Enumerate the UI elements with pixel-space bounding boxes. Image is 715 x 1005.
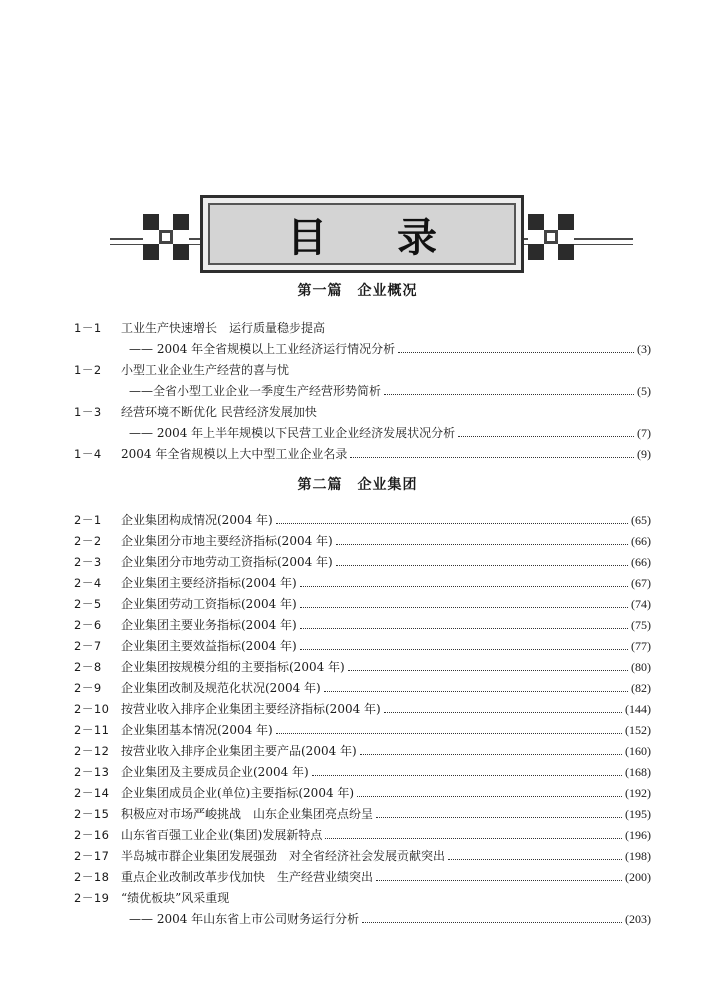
leader-dots	[300, 627, 628, 629]
toc-entry[interactable]	[0, 318, 715, 338]
toc-entry[interactable]	[0, 825, 715, 845]
toc-entry-title: 半岛城市群企业集团发展强劲 对全省经济社会发展贡献突出	[121, 849, 446, 863]
toc-entry-page: (198)	[625, 849, 651, 863]
toc-entry-subtitle-row[interactable]	[0, 339, 715, 359]
leader-dots	[276, 522, 628, 524]
toc-entry-page: (5)	[637, 384, 651, 398]
toc-entry-page: (74)	[631, 597, 651, 611]
toc-entry-page: (80)	[631, 660, 651, 674]
leader-dots	[362, 921, 622, 923]
toc-entry-page: (77)	[631, 639, 651, 653]
toc-entry-number: 1－1	[74, 321, 102, 335]
toc-entry-page: (66)	[631, 534, 651, 548]
leader-dots	[384, 393, 634, 395]
leader-dots	[448, 858, 622, 860]
toc-entry-number: 2－13	[74, 765, 110, 779]
toc-entry-number: 1－3	[74, 405, 102, 419]
toc-entry-title: 企业集团改制及规范化状况(2004 年)	[121, 681, 321, 695]
toc-entry-title: 经营环境不断优化 民营经济发展加快	[121, 405, 317, 419]
toc-entry[interactable]	[0, 867, 715, 887]
leader-dots	[300, 648, 628, 650]
toc-entry-title: “绩优板块”风采重现	[121, 891, 230, 905]
leader-dots	[325, 837, 622, 839]
toc-entry-number: 2－9	[74, 681, 102, 695]
leader-dots	[350, 456, 634, 458]
title-banner	[200, 195, 524, 273]
toc-entry[interactable]	[0, 657, 715, 677]
toc-entry-number: 2－11	[74, 723, 110, 737]
toc-entry-title: 山东省百强工业企业(集团)发展新特点	[121, 828, 323, 842]
toc-entry-number: 2－2	[74, 534, 102, 548]
toc-entry-number: 1－4	[74, 447, 102, 461]
toc-header	[0, 0, 715, 300]
leader-dots	[348, 669, 628, 671]
toc-entry-number: 1－2	[74, 363, 102, 377]
toc-entry[interactable]	[0, 678, 715, 698]
toc-entry-title: 企业集团主要业务指标(2004 年)	[121, 618, 297, 632]
leader-dots	[300, 606, 628, 608]
toc-entry[interactable]	[0, 615, 715, 635]
toc-entry[interactable]	[0, 402, 715, 422]
toc-entry[interactable]	[0, 594, 715, 614]
leader-dots	[336, 564, 628, 566]
leader-dots	[458, 435, 634, 437]
toc-entry-number: 2－12	[74, 744, 110, 758]
leader-dots	[360, 753, 622, 755]
toc-entry[interactable]	[0, 888, 715, 908]
toc-entry-number: 2－6	[74, 618, 102, 632]
toc-entry-page: (82)	[631, 681, 651, 695]
toc-entry-title: 小型工业企业生产经营的喜与忧	[121, 363, 290, 377]
part1-heading: 第一篇 企业概况	[297, 283, 418, 299]
toc-entry[interactable]	[0, 531, 715, 551]
toc-entry-title: 积极应对市场严峻挑战 山东企业集团亮点纷呈	[121, 807, 374, 821]
leader-dots	[324, 690, 628, 692]
leader-dots	[376, 879, 622, 881]
toc-entry[interactable]	[0, 846, 715, 866]
toc-entry[interactable]	[0, 804, 715, 824]
toc-entry-number: 2－15	[74, 807, 110, 821]
toc-entry-title: 2004 年全省规模以上大中型工业企业名录	[121, 447, 348, 461]
leader-dots	[357, 795, 622, 797]
toc-entry-page: (7)	[637, 426, 651, 440]
toc-entry-number: 2－1	[74, 513, 102, 527]
toc-entry-page: (144)	[625, 702, 651, 716]
toc-entry[interactable]	[0, 573, 715, 593]
toc-entry-subtitle: —— 2004 年全省规模以上工业经济运行情况分析	[129, 342, 396, 356]
toc-entry-page: (65)	[631, 513, 651, 527]
toc-entry-page: (66)	[631, 555, 651, 569]
toc-entry[interactable]	[0, 720, 715, 740]
toc-entry-page: (3)	[637, 342, 651, 356]
toc-entry-number: 2－17	[74, 849, 110, 863]
toc-entry-title: 企业集团及主要成员企业(2004 年)	[121, 765, 309, 779]
toc-entry-title: 企业集团基本情况(2004 年)	[121, 723, 273, 737]
toc-entry-page: (200)	[625, 870, 651, 884]
ornament-left-icon	[143, 214, 189, 260]
toc-entry[interactable]	[0, 783, 715, 803]
toc-entry-title: 企业集团主要经济指标(2004 年)	[121, 576, 297, 590]
toc-entry-title: 按营业收入排序企业集团主要产品(2004 年)	[121, 744, 357, 758]
toc-entry-page: (195)	[625, 807, 651, 821]
leader-dots	[276, 732, 622, 734]
toc-entry[interactable]	[0, 636, 715, 656]
toc-entry-page: (196)	[625, 828, 651, 842]
toc-entry-page: (152)	[625, 723, 651, 737]
toc-entry-number: 2－5	[74, 597, 102, 611]
toc-entry-page: (75)	[631, 618, 651, 632]
leader-dots	[300, 585, 628, 587]
toc-entry-subtitle-row[interactable]	[0, 909, 715, 929]
toc-entry-number: 2－10	[74, 702, 110, 716]
toc-entry-page: (67)	[631, 576, 651, 590]
leader-dots	[336, 543, 628, 545]
toc-entry-number: 2－14	[74, 786, 110, 800]
toc-entry-title: 重点企业改制改革步伐加快 生产经营业绩突出	[121, 870, 374, 884]
toc-entry-number: 2－8	[74, 660, 102, 674]
toc-entry-number: 2－19	[74, 891, 110, 905]
toc-entry[interactable]	[0, 552, 715, 572]
toc-entry-number: 2－16	[74, 828, 110, 842]
toc-entry[interactable]	[0, 360, 715, 380]
toc-entry-title: 企业集团分市地主要经济指标(2004 年)	[121, 534, 333, 548]
toc-entry-subtitle-row[interactable]	[0, 423, 715, 443]
toc-entry-page: (192)	[625, 786, 651, 800]
toc-entry-page: (160)	[625, 744, 651, 758]
toc-entry[interactable]	[0, 444, 715, 464]
toc-entry-page: (168)	[625, 765, 651, 779]
toc-entry-subtitle: —— 2004 年上半年规模以下民营工业企业经济发展状况分析	[129, 426, 456, 440]
part2-heading: 第二篇 企业集团	[297, 477, 418, 493]
toc-entry[interactable]	[0, 699, 715, 719]
toc-entry-title: 企业集团分市地劳动工资指标(2004 年)	[121, 555, 333, 569]
toc-entry-subtitle: —— 2004 年山东省上市公司财务运行分析	[129, 912, 360, 926]
toc-entry-title: 企业集团主要效益指标(2004 年)	[121, 639, 297, 653]
toc-entry-title: 企业集团按规模分组的主要指标(2004 年)	[121, 660, 345, 674]
leader-dots	[312, 774, 622, 776]
toc-entry-number: 2－3	[74, 555, 102, 569]
leader-dots	[398, 351, 634, 353]
page-title: 目 录	[287, 214, 465, 261]
toc-entry-title: 按营业收入排序企业集团主要经济指标(2004 年)	[121, 702, 381, 716]
toc-entry-page: (9)	[637, 447, 651, 461]
toc-entry-number: 2－4	[74, 576, 102, 590]
toc-entry-number: 2－18	[74, 870, 110, 884]
toc-entry[interactable]	[0, 510, 715, 530]
toc-entry-title: 工业生产快速增长 运行质量稳步提高	[121, 321, 326, 335]
ornament-right-icon	[528, 214, 574, 260]
toc-entry-page: (203)	[625, 912, 651, 926]
toc-entry-subtitle-row[interactable]	[0, 381, 715, 401]
toc-entry[interactable]	[0, 741, 715, 761]
toc-entry[interactable]	[0, 762, 715, 782]
toc-entry-title: 企业集团构成情况(2004 年)	[121, 513, 273, 527]
leader-dots	[384, 711, 622, 713]
toc-entry-title: 企业集团劳动工资指标(2004 年)	[121, 597, 297, 611]
toc-entry-number: 2－7	[74, 639, 102, 653]
leader-dots	[376, 816, 622, 818]
toc-entry-title: 企业集团成员企业(单位)主要指标(2004 年)	[121, 786, 355, 800]
toc-entry-subtitle: ——全省小型工业企业一季度生产经营形势简析	[129, 384, 382, 398]
